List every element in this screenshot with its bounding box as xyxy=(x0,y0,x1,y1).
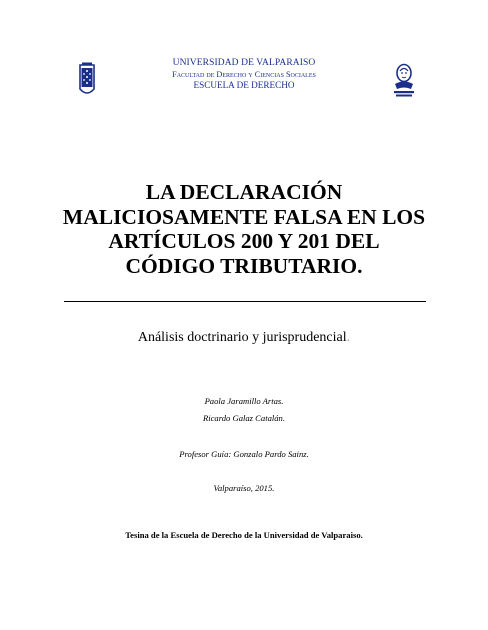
university-name: UNIVERSIDAD DE VALPARAISO xyxy=(172,58,316,68)
author-name: Ricardo Galaz Catalán. xyxy=(202,413,286,423)
document-title xyxy=(40,180,448,278)
title-line: MALICIOSAMENTE FALSA EN LOS xyxy=(62,204,426,229)
place-date: Valparaíso, 2015. xyxy=(213,483,275,493)
institution-header xyxy=(100,58,388,91)
faculty-name: Facultad de Derecho y Ciencias Sociales xyxy=(172,70,316,79)
title-line: LA DECLARACIÓN xyxy=(145,180,343,204)
title-line: CÓDIGO TRIBUTARIO. xyxy=(125,253,363,278)
school-name: ESCUELA DE DERECHO xyxy=(193,80,295,90)
title-line: ARTÍCULOS 200 Y 201 DEL xyxy=(108,229,380,253)
university-crest-icon xyxy=(77,62,97,98)
document-subtitle xyxy=(40,329,448,347)
title-divider xyxy=(64,301,426,302)
thesis-description: Tesina de la Escuela de Derecho de la Universidad de Valparaiso. xyxy=(125,530,363,540)
author-name: Paola Jaramillo Artas. xyxy=(204,396,284,406)
guide-professor: Profesor Guía: Gonzalo Pardo Sainz. xyxy=(179,449,309,459)
faculty-emblem-icon xyxy=(391,63,417,98)
subtitle-text: Análisis doctrinario y jurisprudencial xyxy=(137,330,347,345)
subtitle-period: . xyxy=(346,330,351,345)
